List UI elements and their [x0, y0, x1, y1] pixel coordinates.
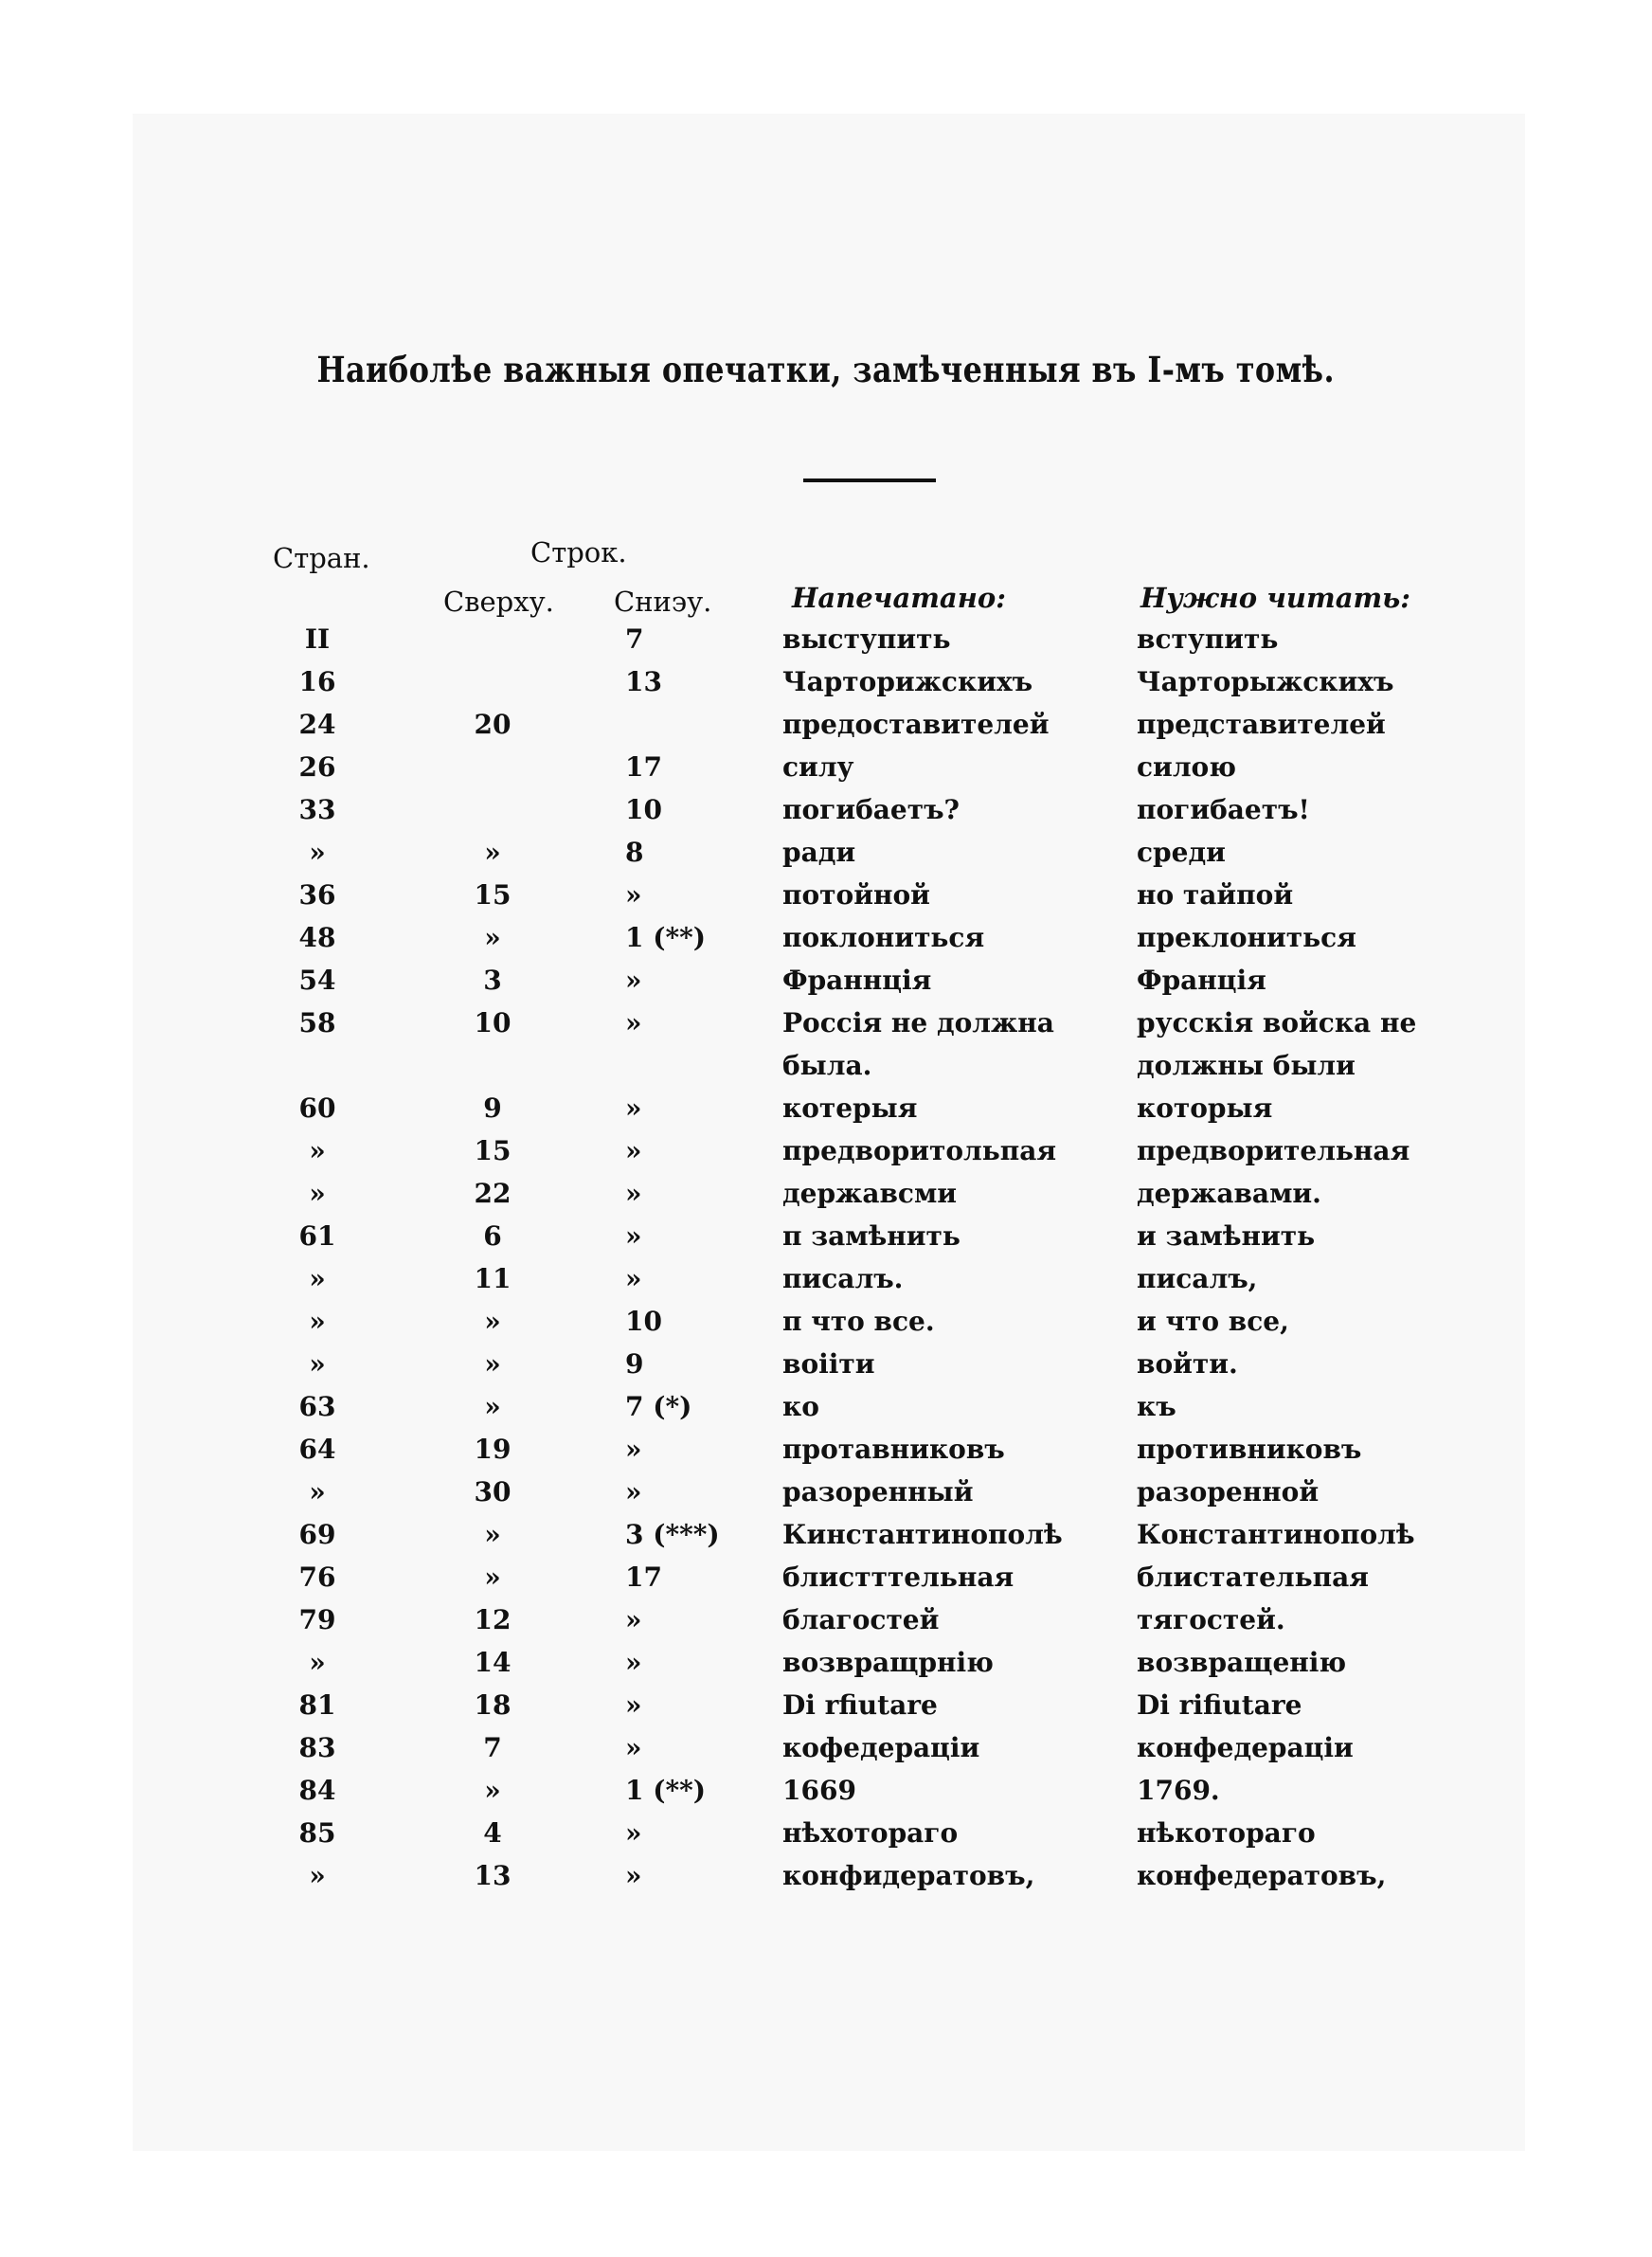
- row-printed: погибаетъ?: [782, 794, 960, 825]
- table-row: [0, 666, 1652, 708]
- header-from-bottom: Сниэу.: [614, 586, 712, 618]
- row-from-top: 30: [474, 1476, 512, 1508]
- row-from-bottom: »: [625, 1434, 642, 1465]
- table-row: [0, 623, 1652, 665]
- table-row: [0, 751, 1652, 793]
- row-printed: возвращрнiю: [782, 1647, 994, 1678]
- row-read: разоренной: [1137, 1476, 1320, 1508]
- row-page: »: [309, 1647, 326, 1678]
- row-page: 79: [298, 1604, 336, 1635]
- row-printed: блистттельная: [782, 1562, 1015, 1593]
- row-printed: предоставителей: [782, 709, 1050, 740]
- row-page: »: [309, 1306, 326, 1337]
- table-row: [0, 1775, 1652, 1816]
- row-from-bottom: 10: [625, 1306, 662, 1337]
- table-row: [0, 1220, 1652, 1262]
- row-read: Di rifiutare: [1137, 1689, 1302, 1721]
- row-page: 33: [298, 794, 336, 825]
- row-from-top: »: [484, 1519, 501, 1550]
- table-row: [0, 1092, 1652, 1134]
- row-printed: ко: [782, 1391, 819, 1422]
- title-rule: [803, 478, 936, 482]
- row-read: Франція: [1137, 965, 1266, 996]
- row-read: преклониться: [1137, 922, 1356, 953]
- row-read: представителей: [1137, 709, 1386, 740]
- row-read: державами.: [1137, 1178, 1321, 1209]
- row-printed: Кинстантинополѣ: [782, 1519, 1063, 1550]
- row-read: Константинополѣ: [1137, 1519, 1415, 1550]
- row-read: возвращенiю: [1137, 1647, 1347, 1678]
- row-page: »: [309, 1178, 326, 1209]
- row-printed: потойной: [782, 879, 930, 911]
- row-read: предворительная: [1137, 1135, 1410, 1166]
- row-printed: нѣхотораго: [782, 1817, 959, 1849]
- table-row: [0, 1135, 1652, 1177]
- row-from-top: 18: [474, 1689, 512, 1721]
- table-row: [0, 1476, 1652, 1518]
- row-page: 48: [298, 922, 336, 953]
- row-page: 24: [298, 709, 336, 740]
- table-row: [0, 1007, 1652, 1049]
- table-row: [0, 879, 1652, 921]
- row-page: 58: [298, 1007, 336, 1038]
- row-from-top: 9: [483, 1092, 502, 1124]
- row-read: вступить: [1137, 623, 1279, 655]
- row-from-bottom: 8: [625, 837, 644, 868]
- table-row: [0, 1519, 1652, 1561]
- row-printed: поклониться: [782, 922, 985, 953]
- row-page: 26: [298, 751, 336, 783]
- row-from-bottom: »: [625, 1860, 642, 1891]
- row-from-top: 7: [483, 1732, 502, 1763]
- header-printed: Напечатано:: [792, 582, 1006, 614]
- row-read: писалъ,: [1137, 1263, 1258, 1294]
- row-printed: конфидератовъ,: [782, 1860, 1035, 1891]
- row-from-top: »: [484, 1391, 501, 1422]
- row-read: конфедератовъ,: [1137, 1860, 1387, 1891]
- table-row: [0, 965, 1652, 1006]
- row-from-top: 14: [474, 1647, 512, 1678]
- row-read: противниковъ: [1137, 1434, 1362, 1465]
- row-page: 54: [298, 965, 336, 996]
- row-page: 36: [298, 879, 336, 911]
- header-page: Стран.: [273, 542, 370, 574]
- row-printed: Россія не должна: [782, 1007, 1054, 1038]
- row-read: тягостей.: [1137, 1604, 1285, 1635]
- row-printed: державсми: [782, 1178, 958, 1209]
- header-read: Нужно читать:: [1140, 582, 1411, 614]
- row-from-bottom: 7: [625, 623, 644, 655]
- row-read: блистательпая: [1137, 1562, 1369, 1593]
- row-from-bottom: »: [625, 1476, 642, 1508]
- row-from-bottom: »: [625, 1263, 642, 1294]
- page-title: Наиболѣе важныя опечатки, замѣченныя въ I-мъ томѣ.: [316, 349, 1335, 390]
- row-page: 60: [298, 1092, 336, 1124]
- row-read: должны были: [1137, 1050, 1356, 1081]
- row-printed: 1669: [782, 1775, 856, 1806]
- row-from-bottom: »: [625, 1007, 642, 1038]
- row-page: 63: [298, 1391, 336, 1422]
- row-page: »: [309, 1476, 326, 1508]
- table-row: [0, 1732, 1652, 1774]
- row-page: 69: [298, 1519, 336, 1550]
- table-row: [0, 1434, 1652, 1475]
- row-from-bottom: 1 (**): [625, 1775, 707, 1806]
- row-read: но тайпой: [1137, 879, 1294, 911]
- table-row: [0, 837, 1652, 878]
- row-read: и что все,: [1137, 1306, 1289, 1337]
- row-printed: Di rfiutare: [782, 1689, 938, 1721]
- row-read: 1769.: [1137, 1775, 1220, 1806]
- row-read: конфедерацiи: [1137, 1732, 1354, 1763]
- row-from-bottom: »: [625, 1689, 642, 1721]
- row-from-bottom: »: [625, 1220, 642, 1252]
- header-line: Строк.: [530, 536, 627, 569]
- row-from-top: »: [484, 1348, 501, 1380]
- row-printed: Франнція: [782, 965, 932, 996]
- row-page: »: [309, 837, 326, 868]
- row-printed: предворитольпая: [782, 1135, 1057, 1166]
- row-from-bottom: 7 (*): [625, 1391, 692, 1422]
- row-page: »: [309, 1348, 326, 1380]
- row-from-top: 11: [474, 1263, 512, 1294]
- row-printed: Чарторижскихъ: [782, 666, 1033, 697]
- table-row: [0, 1860, 1652, 1902]
- row-from-top: 12: [474, 1604, 512, 1635]
- table-row: [0, 1391, 1652, 1433]
- row-page: 83: [298, 1732, 336, 1763]
- table-row: [0, 1348, 1652, 1390]
- row-from-top: »: [484, 1562, 501, 1593]
- row-from-top: 4: [483, 1817, 502, 1849]
- row-printed: воiiти: [782, 1348, 875, 1380]
- row-from-bottom: 3 (***): [625, 1519, 720, 1550]
- table-row: [0, 709, 1652, 750]
- table-row: [0, 1263, 1652, 1305]
- table-row: [0, 922, 1652, 964]
- table-row: [0, 1817, 1652, 1859]
- row-printed: кофедерацiи: [782, 1732, 980, 1763]
- row-printed: выступить: [782, 623, 951, 655]
- row-read: и замѣнить: [1137, 1220, 1316, 1252]
- row-read: войти.: [1137, 1348, 1238, 1380]
- row-from-bottom: 10: [625, 794, 662, 825]
- table-row: [0, 1306, 1652, 1347]
- row-from-bottom: 17: [625, 751, 662, 783]
- table-row: [0, 1647, 1652, 1688]
- row-from-bottom: 9: [625, 1348, 644, 1380]
- row-read: Чарторыжскихъ: [1137, 666, 1394, 697]
- row-page: II: [304, 623, 331, 655]
- row-printed: была.: [782, 1050, 872, 1081]
- row-from-top: 3: [483, 965, 502, 996]
- row-printed: ради: [782, 837, 856, 868]
- row-printed: писалъ.: [782, 1263, 904, 1294]
- row-printed: п замѣнить: [782, 1220, 961, 1252]
- row-read: погибаетъ!: [1137, 794, 1310, 825]
- row-from-top: 15: [474, 1135, 512, 1166]
- row-page: »: [309, 1263, 326, 1294]
- row-from-top: »: [484, 922, 501, 953]
- row-from-top: 15: [474, 879, 512, 911]
- row-from-bottom: »: [625, 1178, 642, 1209]
- row-read: силою: [1137, 751, 1236, 783]
- row-from-bottom: »: [625, 1647, 642, 1678]
- header-from-top: Сверху.: [443, 586, 554, 618]
- row-printed: разоренный: [782, 1476, 974, 1508]
- row-from-top: 19: [474, 1434, 512, 1465]
- row-page: 61: [298, 1220, 336, 1252]
- row-page: 84: [298, 1775, 336, 1806]
- row-read: среди: [1137, 837, 1226, 868]
- table-row: [0, 1562, 1652, 1603]
- row-read: русскія войска не: [1137, 1007, 1417, 1038]
- row-from-bottom: »: [625, 965, 642, 996]
- row-from-bottom: »: [625, 1732, 642, 1763]
- row-page: »: [309, 1135, 326, 1166]
- row-read: которыя: [1137, 1092, 1273, 1124]
- table-row: [0, 1689, 1652, 1731]
- table-row: [0, 1178, 1652, 1219]
- row-from-top: 22: [474, 1178, 512, 1209]
- row-page: 64: [298, 1434, 336, 1465]
- row-from-top: »: [484, 837, 501, 868]
- row-read: къ: [1137, 1391, 1176, 1422]
- row-printed: п что все.: [782, 1306, 935, 1337]
- row-page: 81: [298, 1689, 336, 1721]
- row-from-top: 10: [474, 1007, 512, 1038]
- row-from-top: 6: [483, 1220, 502, 1252]
- row-from-bottom: 17: [625, 1562, 662, 1593]
- row-from-bottom: »: [625, 1135, 642, 1166]
- row-printed: котерыя: [782, 1092, 918, 1124]
- row-page: 76: [298, 1562, 336, 1593]
- row-from-top: 20: [474, 709, 512, 740]
- row-from-top: »: [484, 1306, 501, 1337]
- row-read: нѣкотораго: [1137, 1817, 1316, 1849]
- row-from-top: »: [484, 1775, 501, 1806]
- table-row: [0, 1604, 1652, 1646]
- table-row: [0, 1050, 1652, 1092]
- row-printed: силу: [782, 751, 854, 783]
- row-from-bottom: 13: [625, 666, 662, 697]
- row-printed: благостей: [782, 1604, 940, 1635]
- row-from-bottom: »: [625, 1817, 642, 1849]
- row-page: »: [309, 1860, 326, 1891]
- row-from-bottom: 1 (**): [625, 922, 707, 953]
- row-page: 16: [298, 666, 336, 697]
- row-page: 85: [298, 1817, 336, 1849]
- row-from-bottom: »: [625, 879, 642, 911]
- row-printed: протавниковъ: [782, 1434, 1005, 1465]
- row-from-bottom: »: [625, 1604, 642, 1635]
- row-from-bottom: »: [625, 1092, 642, 1124]
- row-from-top: 13: [474, 1860, 512, 1891]
- table-row: [0, 794, 1652, 836]
